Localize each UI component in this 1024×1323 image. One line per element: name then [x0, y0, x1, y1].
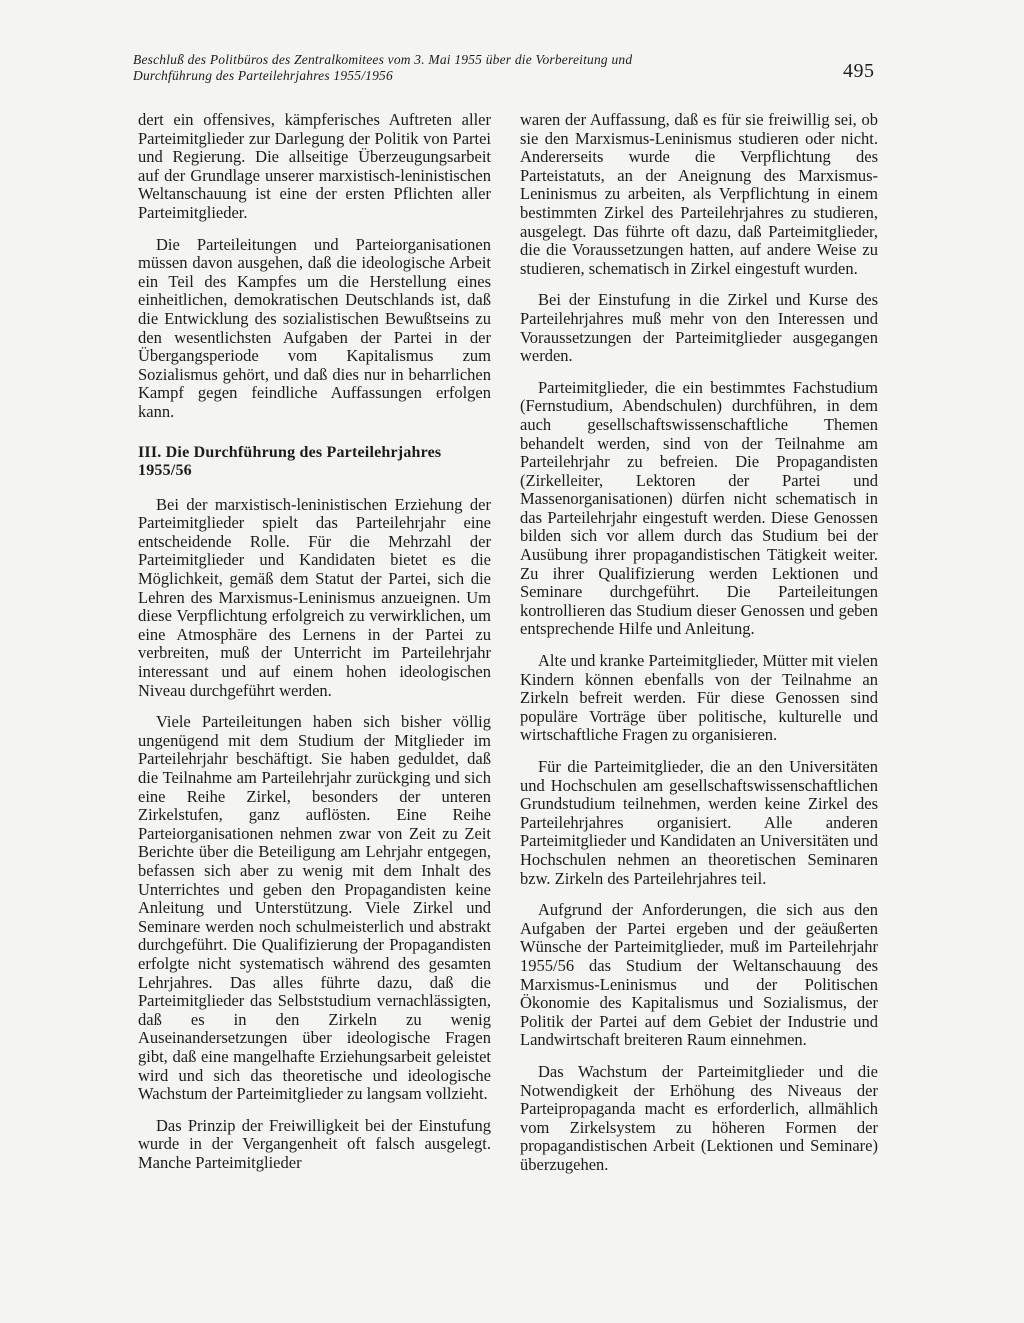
- paragraph: Das Prinzip der Freiwilligkeit bei der Einstufung wurde in der Vergangenheit oft falsch ausgelegt. Manche Parteimitglieder: [138, 1115, 491, 1172]
- running-header-line-2: Durchführung des Parteilehrjahres 1955/1956: [133, 68, 393, 83]
- section-heading: III. Die Durchführung des Parteilehrjahres 1955/56: [138, 443, 442, 480]
- paragraph: waren der Auffassung, daß es für sie freiwillig sei, ob sie den Marxismus-Leninismus studieren oder nicht. Andererseits wurde die Verpflichtung des Parteistatuts, an der Aneignung des Marxismus-Leninismus zu arbeiten, als Verpflichtung in einem bestimmten Zirkel des Parteilehrjahres zu studieren, ausgelegt. Das führte oft dazu, daß Parteimitglieder, die die Voraussetzungen hatten, auf andere Weise zu studieren, schematisch in Zirkel eingestuft wurden.: [520, 110, 878, 278]
- running-header-line-1: Beschluß des Politbüros des Zentralkomitees vom 3. Mai 1955 über die Vorbereitung und: [133, 52, 633, 67]
- paragraph: Bei der marxistisch-leninistischen Erziehung der Parteimitglieder spielt das Parteilehrjahr eine entscheidende Rolle. Für die Mehrzahl der Parteimitglieder und Kandidaten bietet es die Möglichkeit, gemäß dem Statut der Partei, sich die Lehren des Marxismus-Leninismus anzueignen. Um diese Verpflichtung erfolgreich zu verwirklichen, um eine Atmosphäre des Lernens in der Partei zu verbreiten, muß der Unterricht im Parteilehrjahr interessant und auf einem hohen ideologischen Niveau durchgeführt werden.: [138, 494, 491, 700]
- left-column: [138, 111, 491, 1185]
- paragraph: dert ein offensives, kämpferisches Auftreten aller Parteimitglieder zur Darlegung der Politik von Partei und Regierung. Die allseitige Überzeugungsarbeit auf der Grundlage unserer marxistisch-leninistischen Weltanschauung ist eine der ersten Pflichten aller Parteimitglieder.: [138, 110, 491, 222]
- paragraph: Bei der Einstufung in die Zirkel und Kurse des Parteilehrjahres muß mehr von den Interessen und Voraussetzungen der Parteimitglieder ausgegangen werden.: [520, 290, 878, 366]
- paragraph: Aufgrund der Anforderungen, die sich aus den Aufgaben der Partei ergeben und der geäußerten Wünsche der Parteimitglieder, muß im Parteilehrjahr 1955/56 das Studium der Weltanschauung des Marxismus-Leninismus und der Politischen Ökonomie des Kapitalismus und Sozialismus, der Politik der Partei auf dem Gebiet der Industrie und Landwirtschaft breiteren Raum einnehmen.: [520, 900, 878, 1050]
- paragraph: Alte und kranke Parteimitglieder, Mütter mit vielen Kindern können ebenfalls von der Teilnahme an Zirkeln befreit werden. Für diese Genossen sind populäre Vorträge über politische, kulturelle und wirtschaftliche Fragen zu organisieren.: [520, 651, 878, 745]
- right-column: [520, 111, 878, 1187]
- paragraph: Viele Parteileitungen haben sich bisher völlig ungenügend mit dem Studium der Mitglieder im Parteilehrjahr beschäftigt. Sie haben geduldet, daß die Teilnahme am Parteilehrjahr zurückging und sich eine Reihe Zirkel, besonders der unteren Zirkelstufen, ganz auflösten. Eine Reihe Parteiorganisationen nehmen zwar von Zeit zu Zeit Berichte über die Beteiligung am Lehrjahr entgegen, befassen sich aber zu wenig mit dem Inhalt des Unterrichtes und geben den Propagandisten keine Anleitung und Unterstützung. Viele Zirkel und Seminare werden noch schulmeisterlich und abstrakt durchgeführt. Die Qualifizierung der Propagandisten erfolgte nicht systematisch während des gesamten Lehrjahres. Das alles führte dazu, daß die Parteimitglieder das Selbststudium vernachlässigten, daß es in den Zirkeln zu wenig Auseinandersetzungen über ideologische Fragen gibt, daß eine mangelhafte Erziehungsarbeit geleistet wird und sich das theoretische und ideologische Wachstum der Parteimitglieder zu langsam vollzieht.: [138, 712, 491, 1104]
- paragraph: Die Parteileitungen und Parteiorganisationen müssen davon ausgehen, daß die ideologische Arbeit ein Teil des Kampfes um die Herstellung eines einheitlichen, demokratischen Deutschlands ist, daß die Entwicklung des sozialistischen Bewußtseins zu den wesentlichsten Aufgaben der Partei in der Übergangsperiode vom Kapitalismus zum Sozialismus gehört, und daß dies nur in beharrlichen Kampf gegen feindliche Auffassungen erfolgen kann.: [138, 234, 491, 421]
- running-header: [133, 52, 793, 84]
- paragraph: Das Wachstum der Parteimitglieder und die Notwendigkeit der Erhöhung des Niveaus der Parteipropaganda macht es erforderlich, allmählich vom Zirkelsystem zu höheren Formen der propagandistischen Arbeit (Lektionen und Seminare) überzugehen.: [520, 1061, 878, 1174]
- paragraph: Parteimitglieder, die ein bestimmtes Fachstudium (Fernstudium, Abendschulen) durchführen, in dem auch gesellschaftswissenschaftliche Themen behandelt werden, sind von der Teilnahme am Parteilehrjahr zu befreien. Die Propagandisten (Zirkelleiter, Lektoren der Partei und Massenorganisationen) dürfen nicht schematisch in das Parteilehrjahr eingestuft werden. Diese Genossen bilden sich vor allem durch das Studium bei der Ausübung ihrer propagandistischen Tätigkeit weiter. Zu ihrer Qualifizierung werden Lektionen und Seminare durchgeführt. Die Parteileitungen kontrollieren das Studium dieser Genossen und geben entsprechende Hilfe und Anleitung.: [520, 377, 878, 639]
- page-header: [133, 52, 893, 84]
- page-number: 495: [843, 60, 875, 82]
- paragraph: Für die Parteimitglieder, die an den Universitäten und Hochschulen am gesellschaftswissenschaftlichen Grundstudium teilnehmen, werden keine Zirkel des Parteilehrjahres organisiert. Alle anderen Parteimitglieder und Kandidaten an Universitäten und Hochschulen nehmen an theoretischen Seminaren bzw. Zirkeln des Parteilehrjahres teil.: [520, 757, 878, 888]
